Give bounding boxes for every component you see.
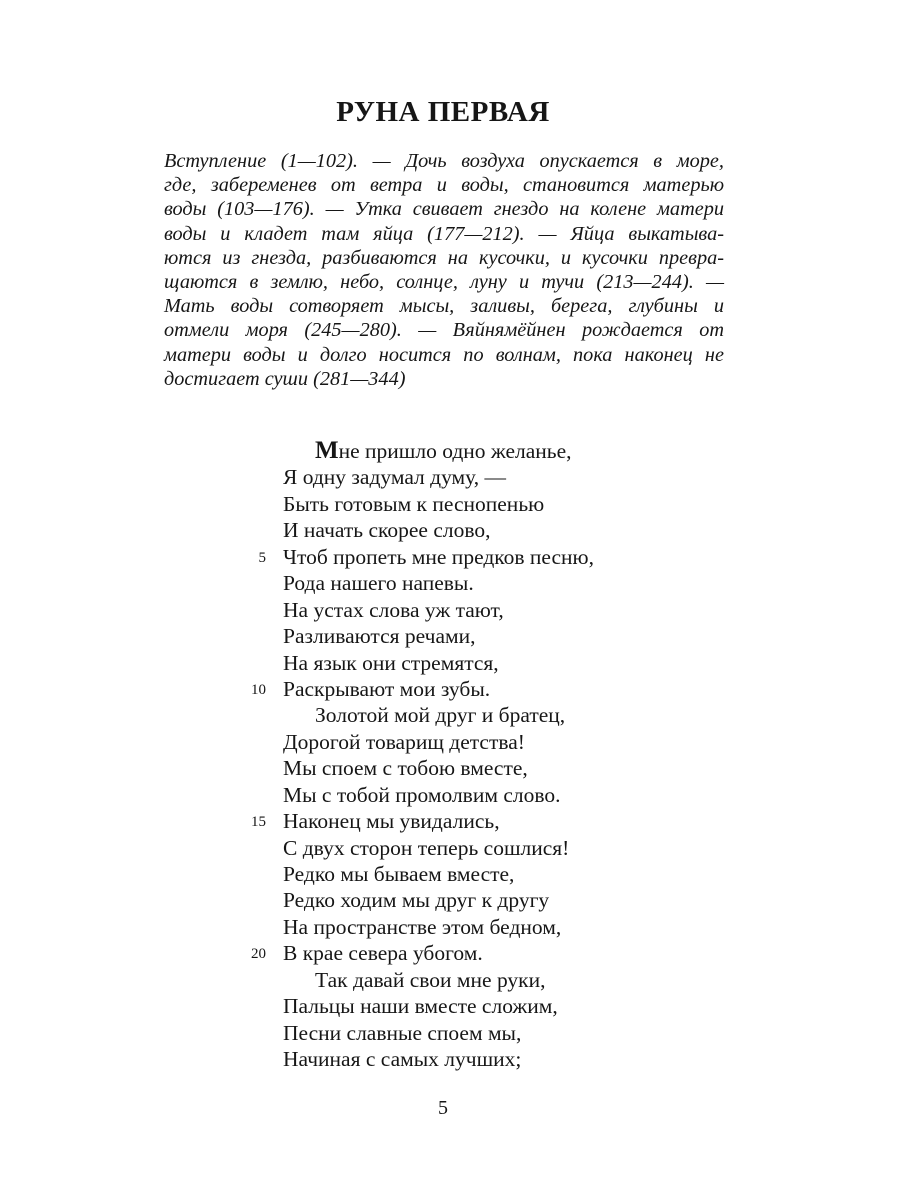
- verse-line: [0, 464, 900, 490]
- line-number: 5: [258, 549, 266, 566]
- verse-line: [0, 597, 900, 623]
- chapter-summary: [164, 149, 724, 391]
- verse-line: [0, 967, 900, 993]
- verse-line: [0, 808, 900, 834]
- verse-line: [0, 676, 900, 702]
- verse-line-text: Рода нашего напевы.: [283, 571, 474, 596]
- chapter-title: РУНА ПЕРВАЯ: [336, 96, 550, 128]
- verse-line: [0, 993, 900, 1019]
- verse-line-text: Быть готовым к песнопенью: [283, 491, 545, 516]
- summary-line: Мать воды сотворяет мысы, заливы, берега, глубины и: [164, 295, 724, 318]
- summary-line: щаются в землю, небо, солнце, луну и тучи (213—244). —: [164, 271, 724, 294]
- verse-line-text: Мы с тобой промолвим слово.: [283, 782, 561, 807]
- verse-line: [0, 755, 900, 781]
- verse-line: [0, 491, 900, 517]
- verse-line-text: На устах слова уж тают,: [283, 597, 504, 622]
- verse-line: [0, 702, 900, 728]
- verse-line-text: Мы споем с тобою вместе,: [283, 756, 528, 781]
- verse-line: [0, 887, 900, 913]
- verse-line-text: Начиная с самых лучших;: [283, 1047, 522, 1072]
- verse-line: [0, 914, 900, 940]
- summary-line: отмели моря (245—280). — Вяйнямёйнен рождается от: [164, 319, 724, 342]
- verse-line-text: Золотой мой друг и братец,: [315, 703, 566, 728]
- verse-line-text: Редко мы бываем вместе,: [283, 862, 515, 886]
- verse-line-text: В крае севера убогом.: [283, 941, 483, 966]
- summary-line: достигает суши (281—344): [164, 367, 406, 390]
- verse-line-text: Разливаются речами,: [283, 624, 476, 649]
- verse-line-text: И начать скорее слово,: [283, 518, 491, 543]
- summary-line: воды и кладет там яйца (177—212). — Яйца выкатыва-: [164, 222, 724, 245]
- verse-line-text: С двух сторон теперь сошлися!: [283, 835, 570, 860]
- line-number: 20: [251, 946, 266, 963]
- verse-block: [0, 438, 900, 1073]
- verse-line-text: Редко ходим мы друг к другу: [283, 888, 550, 913]
- verse-line-text: Раскрывают мои зубы.: [283, 676, 491, 701]
- verse-line-text: Чтоб пропеть мне предков песню,: [283, 544, 594, 569]
- summary-line: где, забеременев от ветра и воды, становится матерью: [164, 174, 724, 197]
- verse-line: [0, 544, 900, 570]
- verse-line: [0, 782, 900, 808]
- verse-line: [0, 729, 900, 755]
- verse-line: [0, 835, 900, 861]
- verse-line: [0, 570, 900, 596]
- verse-line-text: Наконец мы увидались,: [283, 809, 500, 834]
- verse-first-line-rest: не пришло одно желанье,: [338, 439, 572, 463]
- verse-line-text: Дорогой товарищ детства!: [283, 729, 525, 754]
- summary-line: Вступление (1—102). — Дочь воздуха опускается в море,: [164, 150, 724, 172]
- verse-line: [0, 623, 900, 649]
- verse-line: [0, 517, 900, 543]
- verse-line: [0, 861, 900, 887]
- verse-lines: [0, 464, 900, 1072]
- line-number: 15: [251, 814, 266, 831]
- verse-line-text: Так давай свои мне руки,: [315, 967, 546, 992]
- line-number: 10: [251, 681, 266, 698]
- summary-line: ются из гнезда, разбиваются на кусочки, и кусочки превра-: [164, 246, 724, 269]
- verse-line: [0, 940, 900, 966]
- verse-line-text: Пальцы наши вместе сложим,: [283, 994, 558, 1019]
- verse-line: [0, 1020, 900, 1046]
- verse-line-text: На язык они стремятся,: [283, 650, 499, 675]
- page-number: 5: [438, 1097, 448, 1119]
- summary-line: матери воды и долго носится по волнам, пока наконец не: [164, 343, 724, 366]
- verse-line-text: Песни славные споем мы,: [283, 1020, 522, 1045]
- verse-line-text: На пространстве этом бедном,: [283, 914, 562, 939]
- drop-cap: М: [315, 437, 339, 464]
- summary-line: воды (103—176). — Утка свивает гнездо на колене матери: [164, 198, 724, 221]
- verse-line: [0, 438, 900, 464]
- verse-line: [0, 650, 900, 676]
- verse-line-text: [315, 438, 572, 464]
- verse-line: [0, 1046, 900, 1072]
- verse-line-text: Я одну задумал думу, —: [283, 465, 507, 490]
